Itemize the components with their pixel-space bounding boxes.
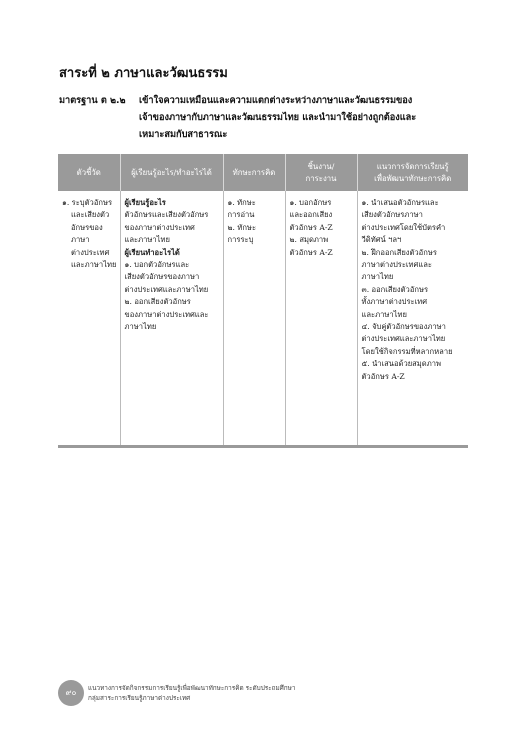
table-row xyxy=(58,191,468,447)
cell-line: เสียงตัวอักษรของภาษา xyxy=(124,272,200,282)
cell-line: ๒. ทักษะ xyxy=(227,222,257,232)
footer-line: กลุ่มสาระการเรียนรู้ภาษาต่างประเทศ xyxy=(88,694,191,702)
header-work xyxy=(285,154,357,191)
work-cell xyxy=(285,191,357,447)
cell-line: การอ่าน xyxy=(227,210,255,220)
cell-line: ทั้งภาษาต่างประเทศ xyxy=(361,297,428,307)
header-work-line: ชิ้นงาน/ xyxy=(307,161,335,171)
footer-line: แนวทางการจัดกิจกรรมการเรียนรู้เพื่อพัฒนาทักษะการคิด ระดับประถมศึกษา xyxy=(88,684,296,692)
cell-line: และออกเสียง xyxy=(289,210,333,220)
cell-line: ต่างประเทศ xyxy=(71,247,110,257)
cell-line: ตัวอักษร A-Z xyxy=(289,247,333,257)
header-learners: ผู้เรียนรู้อะไร/ทำอะไรได้ xyxy=(120,154,223,191)
standard-text xyxy=(139,92,469,143)
cell-line: ๑. บอกอักษร xyxy=(289,198,332,207)
cell-line: ๒. ฝึกออกเสียงตัวอักษร xyxy=(361,247,437,257)
cell-line: ของภาษาต่างประเทศ xyxy=(124,222,195,232)
cell-line: ภาษาต่างประเทศและ xyxy=(361,260,432,270)
cell-line: และภาษาไทย xyxy=(124,235,170,245)
standard-line: เหมาะสมกับสาธารณะ xyxy=(139,129,228,140)
cell-line: ตัวอักษรและเสียงตัวอักษร xyxy=(124,210,209,220)
section-heading: สาระที่ ๒ ภาษาและวัฒนธรรม xyxy=(59,66,228,81)
cell-line: ๔. จับคู่ตัวอักษรของภาษา xyxy=(361,322,446,332)
header-approach-line: เพื่อพัฒนาทักษะการคิด xyxy=(374,173,452,183)
cell-line: ภาษาไทย xyxy=(124,322,157,332)
cell-line: ๒. สมุดภาพ xyxy=(289,235,329,245)
page-number: ๙๐ xyxy=(58,680,84,706)
approach-cell xyxy=(357,191,468,447)
cell-line: ของภาษาต่างประเทศและ xyxy=(124,309,209,319)
cell-line: และภาษาไทย xyxy=(71,260,117,270)
header-skills: ทักษะการคิด xyxy=(223,154,285,191)
cell-line: ภาษา xyxy=(71,235,90,245)
cell-line: ๕. นำเสนอด้วยสมุดภาพ xyxy=(361,359,442,369)
header-approach xyxy=(357,154,468,191)
cell-line: ๑. บอกตัวอักษรและ xyxy=(124,260,190,270)
curriculum-table xyxy=(58,154,468,448)
cell-line: ต่างประเทศโดยใช้บัตรคำ xyxy=(361,222,446,232)
cell-line: โดยใช้กิจกรรมที่หลากหลาย xyxy=(361,346,453,356)
table-header-row xyxy=(58,154,468,191)
standard-code: มาตรฐาน ต ๒.๒ xyxy=(59,95,126,106)
footer-text xyxy=(88,683,295,703)
cell-line: ตัวอักษร A-Z xyxy=(289,222,333,232)
cell-line: ๑. นำเสนอตัวอักษรและ xyxy=(361,198,439,207)
header-work-line: การะงาน xyxy=(305,173,337,183)
cell-line: ตัวอักษร A-Z xyxy=(361,371,405,381)
cell-line: ต่างประเทศและภาษาไทย xyxy=(361,334,446,344)
standard-line: เข้าใจความเหมือนและความแตกต่างระหว่างภาษาและวัฒนธรรมของ xyxy=(139,95,413,106)
cell-line: ๑. ระบุตัวอักษร xyxy=(62,198,113,207)
cell-line: ต่างประเทศและภาษาไทย xyxy=(124,284,209,294)
standard-line: เจ้าของภาษากับภาษาและวัฒนธรรมไทย และนำมาใช้อย่างถูกต้องและ xyxy=(139,112,417,123)
cell-subheading: ผู้เรียนรู้อะไร xyxy=(124,198,166,207)
cell-line: เสียงตัวอักษรภาษา xyxy=(361,210,423,220)
skills-cell xyxy=(223,191,285,447)
cell-line: และภาษาไทย xyxy=(361,309,407,319)
header-approach-line: แนวการจัดการเรียนรู้ xyxy=(376,161,449,171)
cell-line: การระบุ xyxy=(227,235,254,245)
cell-line: ๓. ออกเสียงตัวอักษร xyxy=(361,284,429,294)
cell-line: และเสียงตัว xyxy=(71,210,110,220)
header-indicator: ตัวชี้วัด xyxy=(58,154,120,191)
cell-line: ภาษาไทย xyxy=(361,272,394,282)
learners-cell xyxy=(120,191,223,447)
cell-line: อักษรของ xyxy=(71,222,103,232)
cell-line: วีดิทัศน์ ฯลฯ xyxy=(361,235,402,245)
cell-subheading: ผู้เรียนทำอะไรได้ xyxy=(124,247,180,257)
indicator-cell xyxy=(58,191,120,447)
cell-line: ๒. ออกเสียงตัวอักษร xyxy=(124,297,191,307)
cell-line: ๑. ทักษะ xyxy=(227,198,256,207)
